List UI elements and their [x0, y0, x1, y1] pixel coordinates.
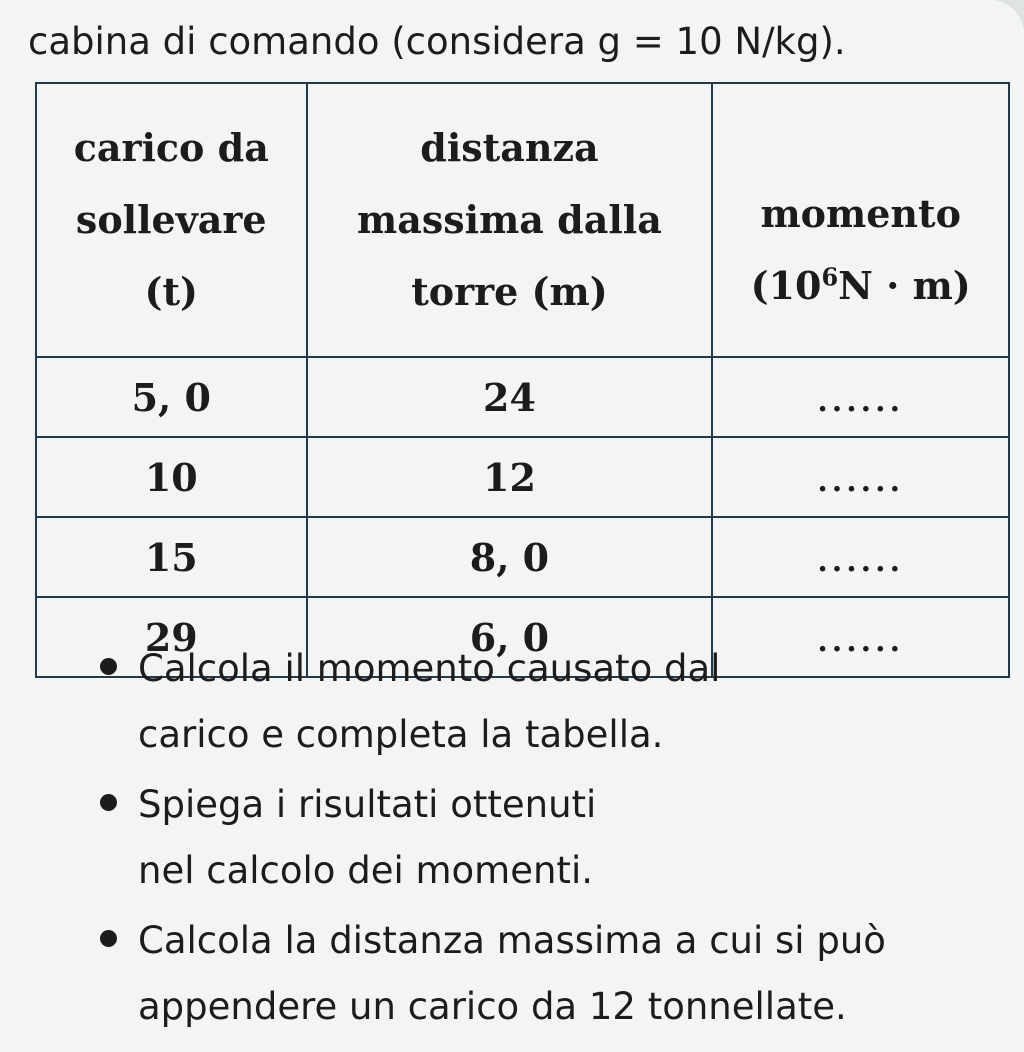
cell-load: 15 [36, 517, 307, 597]
task-line: carico e completa la tabella. [138, 713, 664, 756]
table-row [36, 357, 1009, 437]
cell-distance: 6, 0 [307, 597, 713, 677]
task-line: Spiega i risultati ottenuti [138, 783, 597, 826]
cell-distance: 8, 0 [307, 517, 713, 597]
task-line: appendere un carico da 12 tonnellate. [138, 985, 847, 1028]
header-moment [712, 83, 1009, 357]
cell-distance: 12 [307, 437, 713, 517]
cell-load: 5, 0 [36, 357, 307, 437]
header-distance-line2: massima dalla [357, 197, 662, 242]
header-moment-exponent: 6 [821, 262, 839, 292]
task-line: nel calcolo dei momenti. [138, 849, 593, 892]
list-item [100, 636, 980, 768]
header-moment-line2 [713, 250, 1008, 322]
task-line: Calcola la distanza massima a cui si può [138, 919, 886, 962]
task-list [100, 636, 980, 1044]
header-distance-line3: torre (m) [411, 269, 608, 314]
bullet-icon [100, 930, 117, 947]
cell-moment-blank: ...... [712, 437, 1009, 517]
crane-load-table [35, 82, 1010, 678]
header-load-line3: (t) [144, 269, 199, 314]
list-item [100, 908, 980, 1040]
header-moment-base: (10 [750, 263, 822, 308]
cell-moment-blank: ...... [712, 357, 1009, 437]
cell-load: 10 [36, 437, 307, 517]
cell-moment-blank: ...... [712, 517, 1009, 597]
cell-moment-blank: ...... [712, 597, 1009, 677]
cell-distance: 24 [307, 357, 713, 437]
header-load [36, 83, 307, 357]
header-distance-line1: distanza [420, 125, 599, 170]
task-line: Calcola il momento causato dal [138, 647, 721, 690]
bullet-icon [100, 794, 117, 811]
header-load-line1: carico da [73, 125, 269, 170]
table-row [36, 517, 1009, 597]
header-load-line2: sollevare [75, 197, 267, 242]
header-moment-line1: momento [760, 191, 961, 236]
cell-load: 29 [36, 597, 307, 677]
header-moment-unit: N · m) [838, 263, 971, 308]
intro-text: cabina di comando (considera g = 10 N/kg). [28, 20, 846, 63]
list-item [100, 772, 980, 904]
table-header-row [36, 83, 1009, 357]
bullet-icon [100, 658, 117, 675]
table-row [36, 437, 1009, 517]
header-distance [307, 83, 713, 357]
